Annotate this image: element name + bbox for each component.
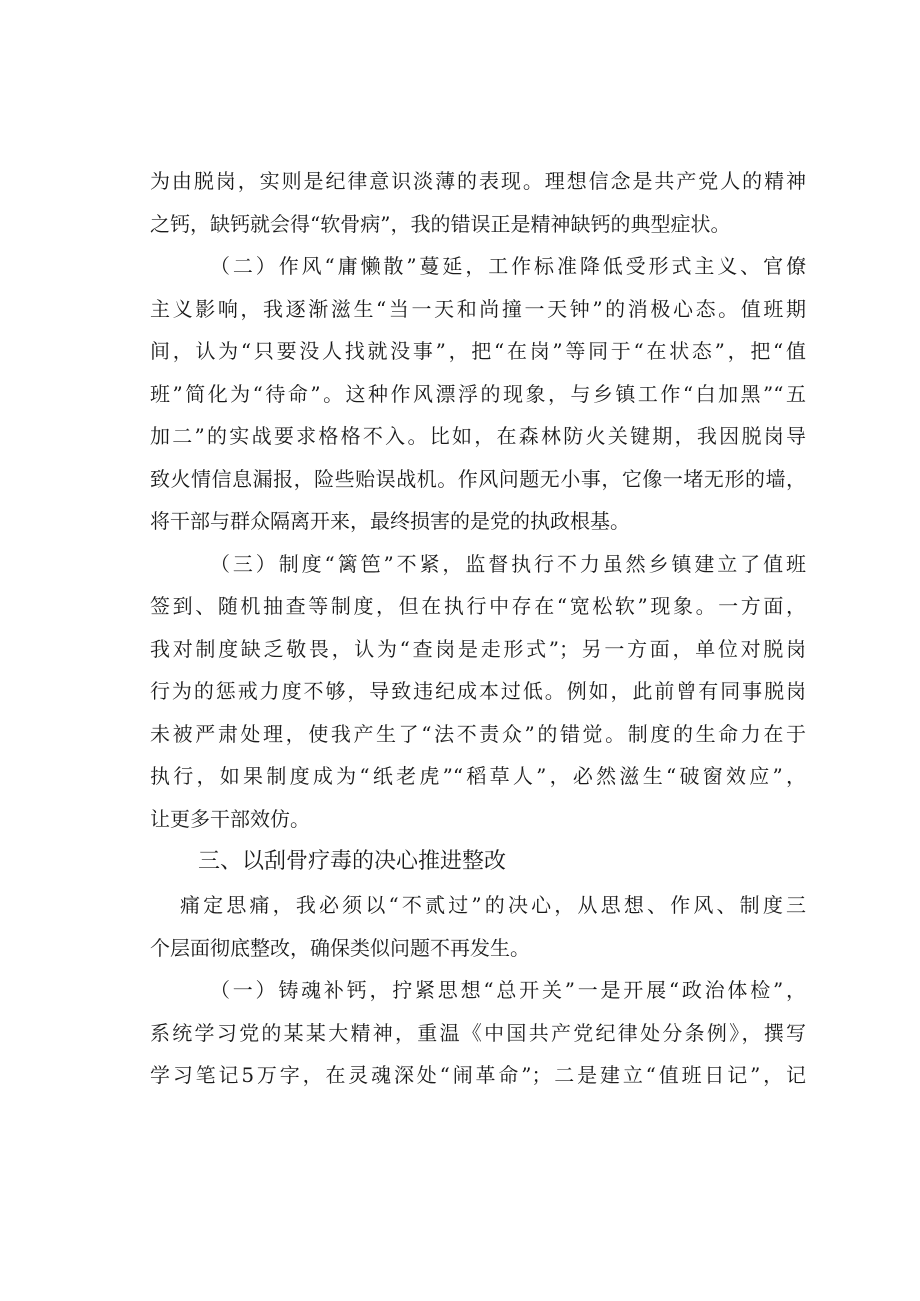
text-line: 为由脱岗，实则是纪律意识淡薄的表现。理想信念是共产党人的精神 xyxy=(150,169,806,193)
text-line: 将干部与群众隔离开来，最终损害的是党的执政根基。 xyxy=(150,509,630,533)
text-line: 致火情信息漏报，险些贻误战机。作风问题无小事，它像一堵无形的墙， xyxy=(150,466,806,491)
text-line: （三）制度“篱笆”不紧，监督执行不力虽然乡镇建立了值班 xyxy=(210,551,806,576)
text-line: 痛定思痛，我必须以“不贰过”的决心，从思想、作风、制度三 xyxy=(180,893,806,917)
text-line: （一）铸魂补钙，拧紧思想“总开关”一是开展“政治体检”， xyxy=(210,978,806,1002)
text-line: 签到、随机抽查等制度，但在执行中存在“宽松软”现象。一方面， xyxy=(150,594,806,618)
text-line: 行为的惩戒力度不够，导致违纪成本过低。例如，此前曾有同事脱岗 xyxy=(150,679,806,703)
document-page xyxy=(150,160,806,1097)
text-line: 主义影响，我逐渐滋生“当一天和尚撞一天钟”的消极心态。值班期 xyxy=(150,296,806,321)
text-line: 让更多干部效仿。 xyxy=(150,806,310,831)
text-line: 系统学习党的某某大精神，重温《中国共产党纪律处分条例》，撰写 xyxy=(150,1020,806,1045)
section-heading: 三、以刮骨疗毒的决心推进整改 xyxy=(198,849,507,874)
text-line: 未被严肃处理，使我产生了“法不责众”的错觉。制度的生命力在于 xyxy=(150,721,806,746)
text-line: （二）作风“庸懒散”蔓延，工作标准降低受形式主义、官僚 xyxy=(210,254,806,278)
text-line: 间，认为“只要没人找就没事”，把“在岗”等同于“在状态”，把“值 xyxy=(150,339,806,363)
text-line: 执行，如果制度成为“纸老虎”“稻草人”，必然滋生“破窗效应”， xyxy=(150,764,806,788)
text-line: 之钙，缺钙就会得“软骨病”，我的错误正是精神缺钙的典型症状。 xyxy=(150,211,731,236)
text-line: 学习笔记5万字，在灵魂深处“闹革命”；二是建立“值班日记”，记 xyxy=(150,1063,806,1087)
text-line: 个层面彻底整改，确保类似问题不再发生。 xyxy=(150,935,530,960)
text-line: 我对制度缺乏敬畏，认为“查岗是走形式”；另一方面，单位对脱岗 xyxy=(150,636,806,661)
text-line: 加二”的实战要求格格不入。比如，在森林防火关键期，我因脱岗导 xyxy=(150,424,806,448)
text-line: 班”简化为“待命”。这种作风漂浮的现象，与乡镇工作“白加黑”“五 xyxy=(150,381,806,406)
